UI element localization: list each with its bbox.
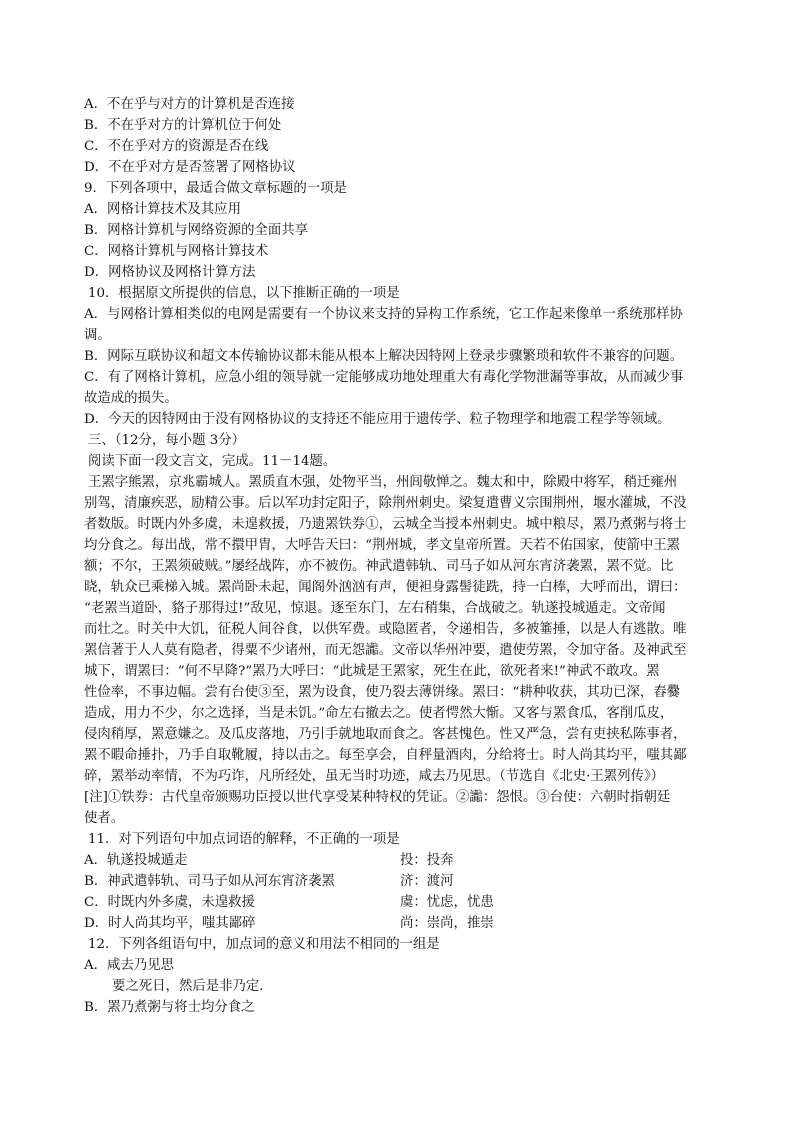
text-line: 阅读下面一段文言文，完成。11－14题。 [88, 454, 337, 469]
text-line: 12．下列各组语句中，加点词的意义和用法不相同的一组是 [88, 937, 440, 952]
text-line: 侵肉稍厚，罴意嫌之。及瓜皮落地，乃引手就地取而食之。客甚愧色。性又严急，尝有吏挟私陈事者， [84, 727, 687, 742]
text-line: 碎，罴举动率情，不为巧诈，凡所经处，虽无当时功迹，咸去乃见思。（节选自《北史·王罴列传》） [84, 769, 665, 784]
option-sentence: C．时既内外多虞，未遑救援 [84, 895, 255, 910]
text-line: 别驾，清廉疾恶，励精公事。后以军功封定阳子，除荆州刺史。梁复遣曹义宗围荆州，堰水灌城，不没 [84, 496, 687, 511]
text-line: 造成，用力不少，尔之选择，当是未饥。”命左右撤去之。使者愕然大惭。又客与罴食瓜，客削瓜皮， [84, 706, 674, 721]
text-line: A．与网格计算相类似的电网是需要有一个协议来支持的异构工作系统，它工作起来像单一系统那样协 [84, 307, 683, 322]
text-line: 11．对下列语句中加点词语的解释，不正确的一项是 [88, 832, 400, 847]
text-line: [注]①铁券：古代皇帝颁赐功臣授以世代享受某种特权的凭证。②讟：怨恨。③台使：六朝时指朝廷 [84, 790, 671, 805]
option-row [84, 851, 724, 871]
text-line: 罴信著于人人莫有隐者，得粟不少诸州，而无怨讟。文帝以华州冲要，遣使劳罴，令加守备。及神武至 [84, 643, 687, 658]
text-line: 者数版。时既内外多虞，未遑救援，乃遗罴铁券①，云城全当授本州刺史。城中粮尽，罴乃煮粥与将士 [84, 517, 687, 532]
text-line: 额；不尔，王罴须破贼。”屡经战阵，亦不被伤。神武遣韩轨、司马子如从河东宵济袭罴，罴不觉。比 [84, 559, 674, 574]
text-line: 而壮之。时关中大饥，征税人间谷食，以供军费。或隐匿者，令递相告，多被箠捶，以是人有逃散。唯 [84, 622, 687, 637]
text-line: D．今天的因特网由于没有网格协议的支持还不能应用于遗传学、粒子物理学和地震工程学等领域。 [84, 412, 671, 427]
text-line: 三、（12分，每小题 3分） [88, 433, 246, 448]
text-line: 9．下列各项中，最适合做文章标题的一项是 [84, 181, 347, 196]
text-line: 城下，谓罴曰：“何不早降?”罴乃大呼曰：“此城是王罴家，死生在此，欲死者来!”神武不敢攻。罴 [84, 664, 660, 679]
text-line: 罴不暇命捶扑，乃手自取靴履，持以击之。每至享会，自秤量酒肉，分给将士。时人尚其均平，嗤其鄙 [84, 748, 687, 763]
text-line: B．不在乎对方的计算机位于何处 [84, 118, 282, 133]
option-explanation: 济：渡河 [400, 874, 454, 889]
option-row [84, 893, 724, 913]
option-explanation: 尚：崇尚，推崇 [400, 916, 494, 931]
option-sentence: D．时人尚其均平，嗤其鄙碎 [84, 916, 256, 931]
option-explanation: 投：投奔 [400, 853, 454, 868]
option-sentence: B．神武遣韩轨、司马子如从河东宵济袭罴 [84, 874, 335, 889]
text-line: B．网格计算机与网络资源的全面共享 [84, 223, 309, 238]
text-line: C．网格计算机与网格计算技术 [84, 244, 269, 259]
option-row [84, 872, 724, 892]
text-line: 使者。 [84, 811, 125, 826]
text-line: C．不在乎对方的资源是否在线 [84, 139, 269, 154]
text-line: 10．根据原文所提供的信息，以下推断正确的一项是 [88, 286, 400, 301]
text-line: 故造成的损失。 [84, 391, 178, 406]
text-line: 性俭率，不事边幅。尝有台使③至，罴为设食，使乃裂去薄饼缘。罴曰：“耕种收获，其功已深，舂爨 [84, 685, 681, 700]
option-sentence: A．轨遂投城遁走 [84, 853, 188, 868]
text-line: 晓，轨众已乘梯入城。罴尚卧未起，闻阁外汹汹有声，便袒身露髻徒跣，持一白棒，大呼而出，谓曰： [84, 580, 687, 595]
text-line: 调。 [84, 328, 111, 343]
text-line: “老罴当道卧，貉子那得过!”敌见，惊退。逐至东门，左右稍集，合战破之。轨遂投城遁走。文帝闻 [84, 601, 666, 616]
text-line: 均分食之。每出战，常不擐甲胄，大呼告天曰：“荆州城，孝文皇帝所置。天若不佑国家，使箭中王罴 [84, 538, 681, 553]
text-line: A．网格计算技术及其应用 [84, 202, 241, 217]
text-line: 要之死日，然后是非乃定． [112, 979, 273, 994]
text-line: A．咸去乃见思 [84, 958, 175, 973]
text-line: D．不在乎对方是否签署了网格协议 [84, 160, 296, 175]
option-explanation: 虞：忧虑，忧患 [400, 895, 494, 910]
text-line: D．网格协议及网格计算方法 [84, 265, 256, 280]
text-line: B．网际互联协议和超文本传输协议都未能从根本上解决因特网上登录步骤繁琐和软件不兼容的问题。 [84, 349, 684, 364]
text-line: A．不在乎与对方的计算机是否连接 [84, 97, 295, 112]
text-line: B．罴乃煮粥与将士均分食之 [84, 1000, 255, 1015]
option-row [84, 914, 724, 934]
text-line: 王罴字熊罴，京兆霸城人。罴质直木强，处物平当，州闾敬惮之。魏太和中，除殿中将军，稍迁雍州 [88, 475, 678, 490]
text-line: C．有了网格计算机，应急小组的领导就一定能够成功地处理重大有毒化学物泄漏等事故，从而减少事 [84, 370, 684, 385]
